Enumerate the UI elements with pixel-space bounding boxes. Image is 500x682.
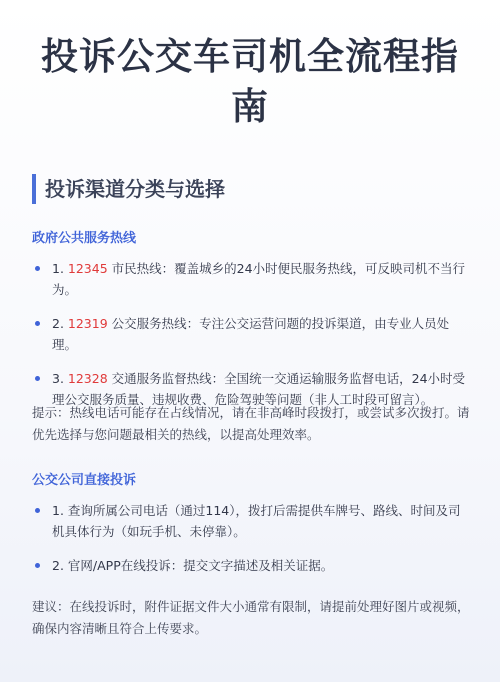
- list-item: 1. 12345 市民热线：覆盖城乡的24小时便民服务热线，可反映司机不当行为。: [32, 258, 472, 300]
- list-item: 2. 12319 公交服务热线：专注公交运营问题的投诉渠道，由专业人员处理。: [32, 313, 472, 355]
- bullet-icon: [35, 321, 40, 326]
- hotline-number: 12328: [67, 371, 108, 386]
- gov-hotline-subtitle: 政府公共服务热线: [32, 231, 137, 246]
- bullet-icon: [35, 508, 40, 513]
- hotline-tip: 提示：热线电话可能存在占线情况，请在非高峰时段拨打，或尝试多次拨打。请优先选择与您问题最相关的热线，以提高处理效率。: [32, 405, 470, 442]
- company-complaint-subtitle: 公交公司直接投诉: [32, 473, 137, 488]
- list-item: 1. 查询所属公司电话（通过114），拨打后需提供车牌号、路线、时间及司机具体行为（如玩手机、未停靠）。: [32, 500, 472, 542]
- bullet-icon: [35, 266, 40, 271]
- section-heading: 投诉渠道分类与选择: [32, 174, 225, 204]
- page-title: 投诉公交车司机全流程指南: [41, 35, 459, 128]
- bullet-icon: [35, 563, 40, 568]
- list-item: 2. 官网/APP在线投诉：提交文字描述及相关证据。: [32, 555, 472, 576]
- hotline-number: 12345: [67, 261, 108, 276]
- list-item: 3. 12328 交通服务监督热线：全国统一交通运输服务监督电话，24小时受理公交服务质量、违规收费、危险驾驶等问题（非人工时段可留言）。: [32, 368, 472, 410]
- company-complaint-list: [32, 500, 472, 576]
- hotline-number: 12319: [67, 316, 108, 331]
- bullet-icon: [35, 376, 40, 381]
- gov-hotline-list: [32, 258, 472, 410]
- online-complaint-tip: 建议：在线投诉时，附件证据文件大小通常有限制，请提前处理好图片或视频，确保内容清晰且符合上传要求。: [32, 599, 470, 636]
